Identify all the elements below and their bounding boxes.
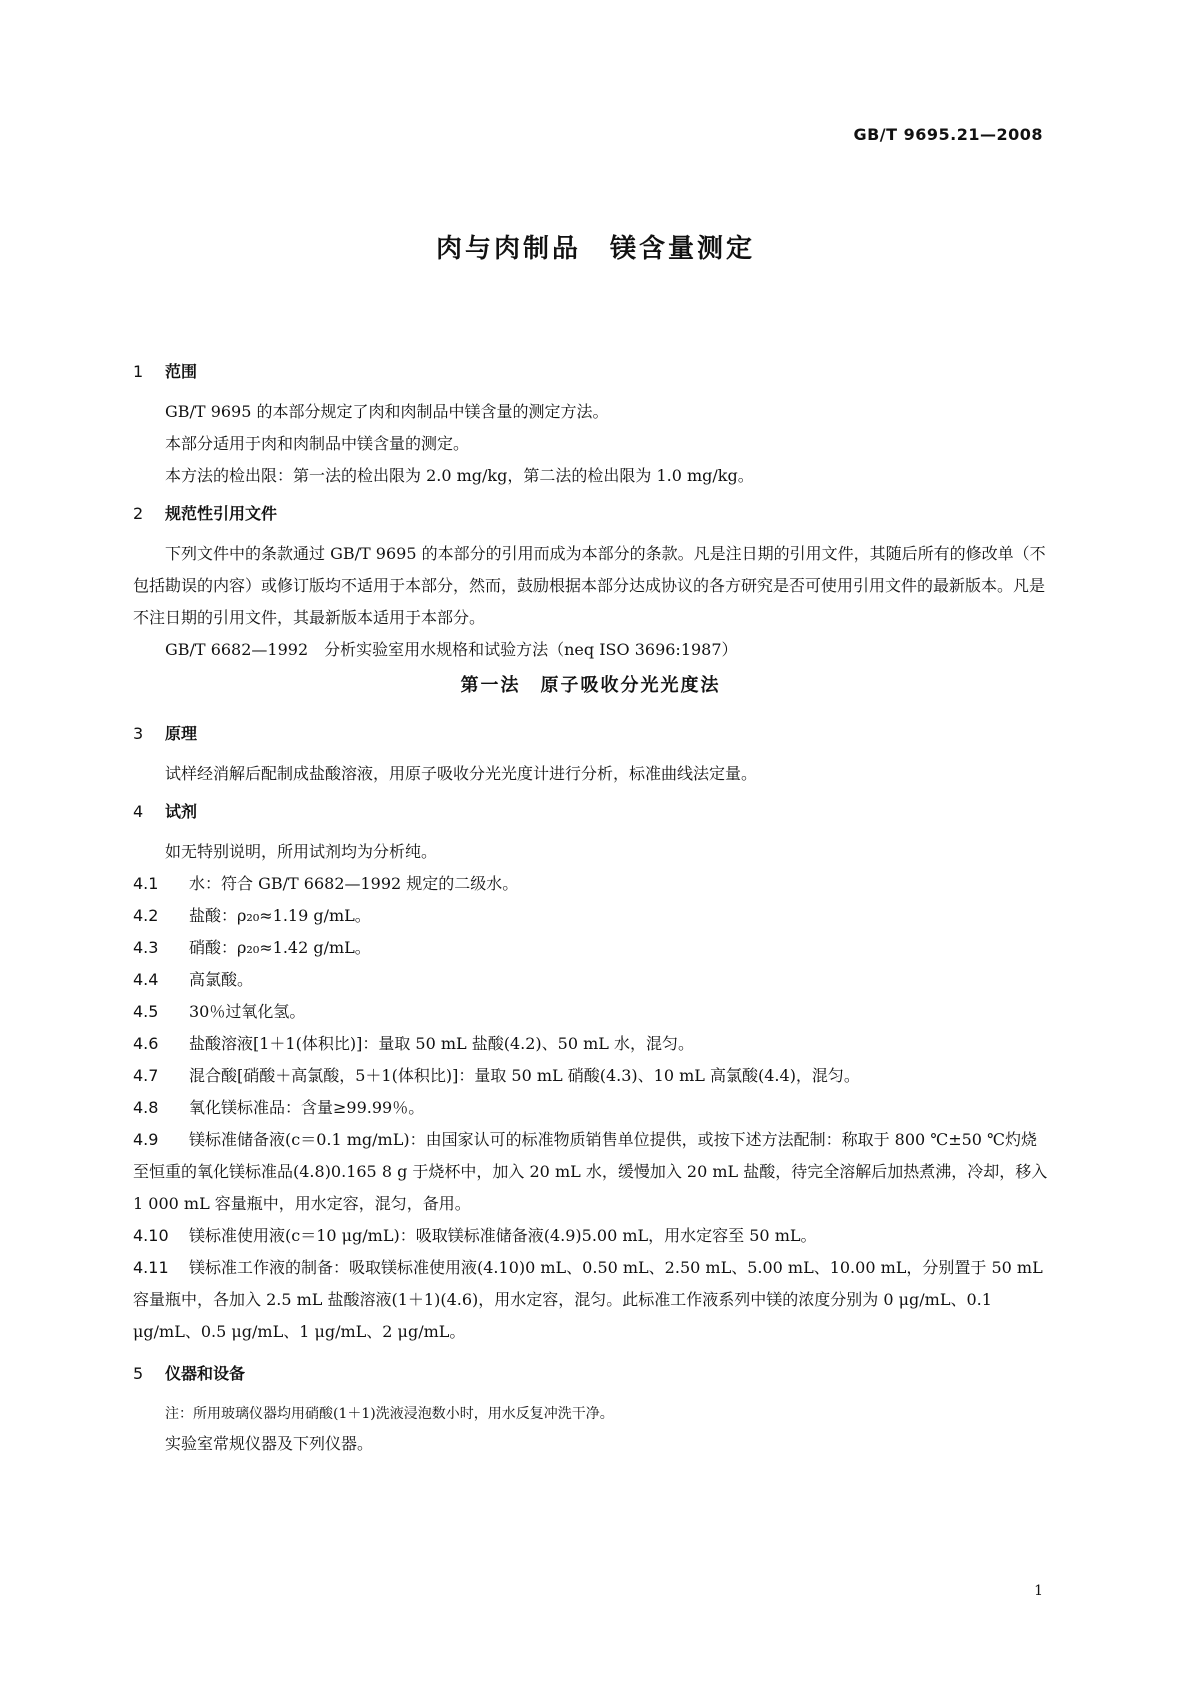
item-text: 盐酸：ρ₂₀≈1.19 g/mL。 bbox=[189, 906, 371, 925]
list-item bbox=[133, 964, 1048, 996]
section-5-heading bbox=[133, 1360, 1048, 1388]
section-3-heading bbox=[133, 720, 1048, 748]
section-number: 1 bbox=[133, 362, 144, 381]
paragraph: 试样经消解后配制成盐酸溶液，用原子吸收分光光度计进行分析，标准曲线法定量。 bbox=[165, 764, 758, 783]
reference-entry: GB/T 6682—1992 分析实验室用水规格和试验方法（neq ISO 3696:1987） bbox=[165, 640, 738, 659]
section-title: 范围 bbox=[165, 362, 198, 381]
standard-code: GB/T 9695.21—2008 bbox=[853, 125, 1043, 144]
list-item bbox=[133, 1220, 1048, 1252]
item-number: 4.11 bbox=[133, 1258, 169, 1277]
section-title: 仪器和设备 bbox=[165, 1364, 246, 1383]
paragraph: 本方法的检出限：第一法的检出限为 2.0 mg/kg，第二法的检出限为 1.0 mg/kg。 bbox=[165, 466, 754, 485]
section-number: 5 bbox=[133, 1364, 144, 1383]
section-1-heading bbox=[133, 358, 1048, 386]
section-title: 试剂 bbox=[165, 802, 198, 821]
method-heading: 第一法 原子吸收分光光度法 bbox=[460, 675, 721, 696]
item-text: 高氯酸。 bbox=[189, 970, 254, 989]
section-title: 原理 bbox=[165, 724, 198, 743]
paragraph: 本部分适用于肉和肉制品中镁含量的测定。 bbox=[165, 434, 470, 453]
section-number: 3 bbox=[133, 724, 144, 743]
paragraph: 实验室常规仪器及下列仪器。 bbox=[165, 1434, 374, 1453]
list-item bbox=[133, 1028, 1048, 1060]
page-number: 1 bbox=[1034, 1583, 1043, 1599]
list-item bbox=[133, 932, 1048, 964]
item-text: 氧化镁标准品：含量≥99.99％。 bbox=[189, 1098, 425, 1117]
item-number: 4.6 bbox=[133, 1034, 159, 1053]
item-number: 4.4 bbox=[133, 970, 159, 989]
paragraph: 下列文件中的条款通过 GB/T 9695 的本部分的引用而成为本部分的条款。凡是注日期的引用文件，其随后所有的修改单（不包括勘误的内容）或修订版均不适用于本部分，然而，鼓励根据本部分达成协议的各方研究是否可使用引用文件的最新版本。凡是不注日期的引用文件，其最新版本适用于本部分。 bbox=[133, 544, 1046, 627]
item-number: 4.10 bbox=[133, 1226, 169, 1245]
item-text: 混合酸[硝酸＋高氯酸，5＋1(体积比)]：量取 50 mL 硝酸(4.3)、10 mL 高氯酸(4.4)，混匀。 bbox=[189, 1066, 860, 1085]
section-4-heading bbox=[133, 798, 1048, 826]
list-item bbox=[133, 900, 1048, 932]
item-text: 30％过氧化氢。 bbox=[189, 1002, 306, 1021]
item-text: 盐酸溶液[1＋1(体积比)]：量取 50 mL 盐酸(4.2)、50 mL 水，混匀。 bbox=[189, 1034, 695, 1053]
item-number: 4.2 bbox=[133, 906, 159, 925]
document-body bbox=[133, 320, 1048, 1460]
list-item bbox=[133, 996, 1048, 1028]
section-2-heading bbox=[133, 500, 1048, 528]
section-number: 2 bbox=[133, 504, 144, 523]
paragraph: GB/T 9695 的本部分规定了肉和肉制品中镁含量的测定方法。 bbox=[165, 402, 609, 421]
note-text: 注：所用玻璃仪器均用硝酸(1＋1)洗液浸泡数小时，用水反复冲洗干净。 bbox=[165, 1406, 614, 1422]
list-item bbox=[133, 1092, 1048, 1124]
item-number: 4.7 bbox=[133, 1066, 159, 1085]
list-item bbox=[133, 1124, 1048, 1220]
document-title: 肉与肉制品 镁含量测定 bbox=[435, 234, 755, 264]
section-number: 4 bbox=[133, 802, 144, 821]
item-number: 4.8 bbox=[133, 1098, 159, 1117]
item-text: 镁标准储备液(c＝0.1 mg/mL)：由国家认可的标准物质销售单位提供，或按下述方法配制：称取于 800 ℃±50 ℃灼烧至恒重的氧化镁标准品(4.8)0.165 8 g 于烧杯中，加入 20 mL 水，缓慢加入 20 mL 盐酸，待完全溶解后加热煮沸，冷却，移入 1 000 mL 容量瓶中，用水定容，混匀，备用。 bbox=[133, 1130, 1048, 1213]
item-text: 镁标准使用液(c＝10 μg/mL)：吸取镁标准储备液(4.9)5.00 mL，用水定容至 50 mL。 bbox=[189, 1226, 817, 1245]
item-text: 水：符合 GB/T 6682—1992 规定的二级水。 bbox=[189, 874, 519, 893]
item-number: 4.5 bbox=[133, 1002, 159, 1021]
paragraph: 如无特别说明，所用试剂均为分析纯。 bbox=[165, 842, 438, 861]
item-number: 4.9 bbox=[133, 1130, 159, 1149]
section-title: 规范性引用文件 bbox=[165, 504, 278, 523]
item-text: 镁标准工作液的制备：吸取镁标准使用液(4.10)0 mL、0.50 mL、2.50 mL、5.00 mL、10.00 mL，分别置于 50 mL 容量瓶中，各加入 2.5 mL 盐酸溶液(1＋1)(4.6)，用水定容，混匀。此标准工作液系列中镁的浓度分别为 0 μg/mL、0.1 μg/mL、0.5 μg/mL、1 μg/mL、2 μg/mL。 bbox=[133, 1258, 1043, 1341]
item-number: 4.1 bbox=[133, 874, 159, 893]
item-number: 4.3 bbox=[133, 938, 159, 957]
list-item bbox=[133, 868, 1048, 900]
list-item bbox=[133, 1060, 1048, 1092]
item-text: 硝酸：ρ₂₀≈1.42 g/mL。 bbox=[189, 938, 371, 957]
list-item bbox=[133, 1252, 1048, 1348]
